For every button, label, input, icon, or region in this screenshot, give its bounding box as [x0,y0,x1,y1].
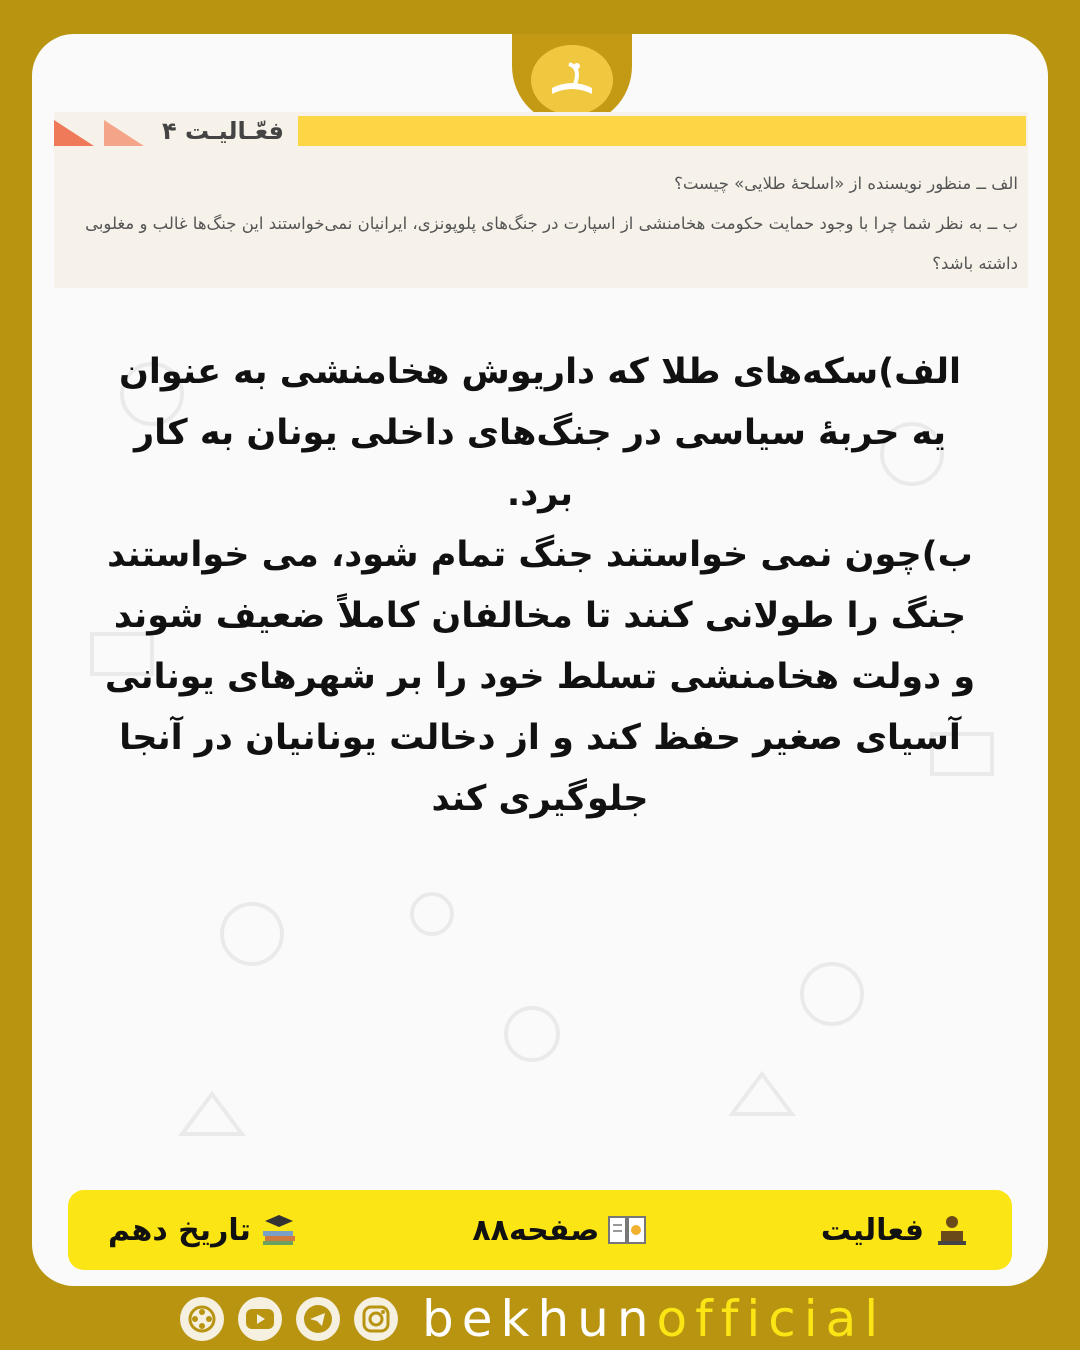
arrow-decoration-icon [54,120,150,148]
footer-subject [108,1210,299,1250]
activity-questions [66,164,1018,284]
instagram-icon[interactable] [354,1297,398,1341]
books-graduation-icon [259,1210,299,1250]
aparat-icon[interactable] [180,1297,224,1341]
book-logo-icon [531,45,613,115]
youtube-icon[interactable] [238,1297,282,1341]
brand-part2: official [656,1290,887,1348]
brand-part1: bekhun [422,1290,657,1348]
question-b: ب ــ به نظر شما چرا با وجود حمایت حکومت هخامنشی از اسپارت در جنگ‌های پلوپونزی، ایرانیان نمی‌خواستند این جنگ‌ها غالب و مغلوبی داشته باشد؟ [85,214,1018,273]
answer-text [100,342,980,830]
answer-a: الف)سکه‌های طلا که داریوش هخامنشی به عنوان یه حربهٔ سیاسی در جنگ‌های داخلی یونان به کار برد. [118,352,962,514]
footer-bar [68,1190,1012,1270]
teacher-icon [932,1210,972,1250]
activity-title: فعّـالیـت ۴ [162,117,284,145]
telegram-icon[interactable] [296,1297,340,1341]
answer-b: ب)چون نمی خواستند جنگ تمام شود، می خواستند جنگ را طولانی کنند تا مخالفان کاملاً ضعیف شوند و دولت هخامنشی تسلط خود را بر شهرهای یونانی آسیای صغیر حفظ کند و از دخالت یونانیان در آنجا جلوگیری کند [104,535,976,819]
question-a: الف ــ منظور نویسنده از «اسلحهٔ طلایی» چیست؟ [674,174,1018,193]
footer-subject-label: تاریخ دهم [108,1212,251,1248]
footer-page-label: صفحه۸۸ [472,1212,600,1248]
footer-activity-label: فعالیت [820,1212,924,1248]
activity-title-bar [298,116,1026,146]
social-bar [180,1288,900,1350]
brand-name [422,1290,886,1348]
open-book-icon [607,1210,647,1250]
footer-activity [821,1210,972,1250]
footer-page [472,1210,647,1250]
